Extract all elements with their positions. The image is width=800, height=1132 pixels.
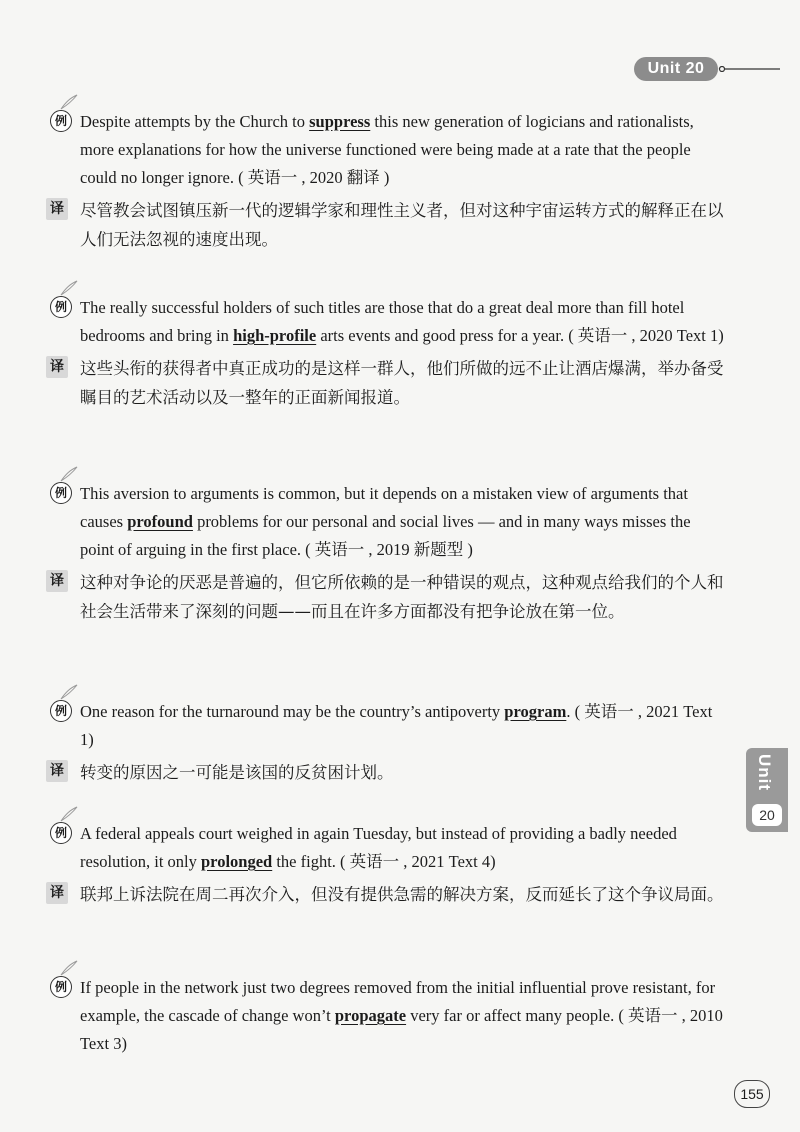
example-row: [46, 820, 726, 876]
example-sentence: If people in the network just two degrees removed from the initial influential prove resistant, for example, the cascade of change won’t propagate very far or affect many people. ( 英语一 , 2010 Text 3): [80, 978, 723, 1053]
translation-text: 尽管教会试图镇压新一代的逻辑学家和理性主义者，但对这种宇宙运转方式的解释正在以人们无法忽视的速度出现。: [80, 201, 724, 249]
example-row: [46, 480, 726, 564]
translation-icon: 译: [46, 198, 68, 220]
keyword: suppress: [309, 112, 371, 131]
translation-row: [46, 880, 726, 909]
keyword: profound: [127, 512, 193, 531]
translation-row: [46, 568, 726, 626]
example-sentence: This aversion to arguments is common, but it depends on a mistaken view of arguments that causes profound problems for our personal and social lives — and in many ways misses the point of arguing in the first place. ( 英语一 , 2019 新题型 ): [80, 484, 691, 559]
feather-icon: [60, 466, 78, 482]
example-row: [46, 108, 726, 192]
translation-icon: 译: [46, 760, 68, 782]
example-icon: 例: [46, 698, 74, 720]
example-row: [46, 974, 726, 1058]
keyword: propagate: [334, 1006, 407, 1025]
example-entry: [46, 294, 726, 412]
feather-icon: [60, 960, 78, 976]
keyword: prolonged: [201, 852, 273, 871]
feather-icon: [60, 280, 78, 296]
translation-row: [46, 758, 726, 787]
side-tab-label: Unit: [755, 754, 774, 792]
unit-badge: Unit 20: [634, 57, 718, 81]
translation-icon: 译: [46, 356, 68, 378]
unit-side-tab: [746, 748, 788, 832]
example-entry: [46, 974, 726, 1058]
example-entry: [46, 480, 726, 626]
example-entry: [46, 820, 726, 909]
feather-icon: [60, 684, 78, 700]
translation-text: 转变的原因之一可能是该国的反贫困计划。: [80, 763, 394, 782]
example-sentence: Despite attempts by the Church to suppress this new generation of logicians and rationalists, more explanations for how the universe functioned were being made at a rate that the people could no longer ignore. ( 英语一 , 2020 翻译 ): [80, 112, 694, 187]
example-icon: 例: [46, 820, 74, 842]
page-number: 155: [734, 1080, 770, 1108]
example-sentence: One reason for the turnaround may be the country’s antipoverty program. ( 英语一 , 2021 Text 1): [80, 702, 713, 749]
example-row: [46, 698, 726, 754]
translation-icon: 译: [46, 882, 68, 904]
translation-row: [46, 196, 726, 254]
example-icon: 例: [46, 480, 74, 502]
example-row: [46, 294, 726, 350]
example-icon: 例: [46, 108, 74, 130]
example-entry: [46, 108, 726, 254]
feather-icon: [60, 806, 78, 822]
translation-text: 这些头衔的获得者中真正成功的是这样一群人，他们所做的远不止让酒店爆满，举办备受瞩目的艺术活动以及一整年的正面新闻报道。: [80, 359, 724, 407]
example-icon: 例: [46, 294, 74, 316]
translation-text: 联邦上诉法院在周二再次介入，但没有提供急需的解决方案，反而延长了这个争议局面。: [80, 885, 724, 904]
feather-icon: [60, 94, 78, 110]
example-entry: [46, 698, 726, 787]
translation-row: [46, 354, 726, 412]
example-sentence: The really successful holders of such titles are those that do a great deal more than fill hotel bedrooms and bring in high-profile arts events and good press for a year. ( 英语一 , 2020 Text 1): [80, 298, 724, 345]
keyword: high-profile: [233, 326, 317, 345]
translation-text: 这种对争论的厌恶是普遍的，但它所依赖的是一种错误的观点，这种观点给我们的个人和社会生活带来了深刻的问题——而且在许多方面都没有把争论放在第一位。: [80, 573, 724, 621]
example-sentence: A federal appeals court weighed in again Tuesday, but instead of providing a badly needed resolution, it only prolonged the fight. ( 英语一 , 2021 Text 4): [80, 824, 677, 871]
example-icon: 例: [46, 974, 74, 996]
side-tab-number: 20: [752, 804, 782, 826]
unit-line-decoration: [718, 66, 780, 72]
translation-icon: 译: [46, 570, 68, 592]
keyword: program: [504, 702, 567, 721]
